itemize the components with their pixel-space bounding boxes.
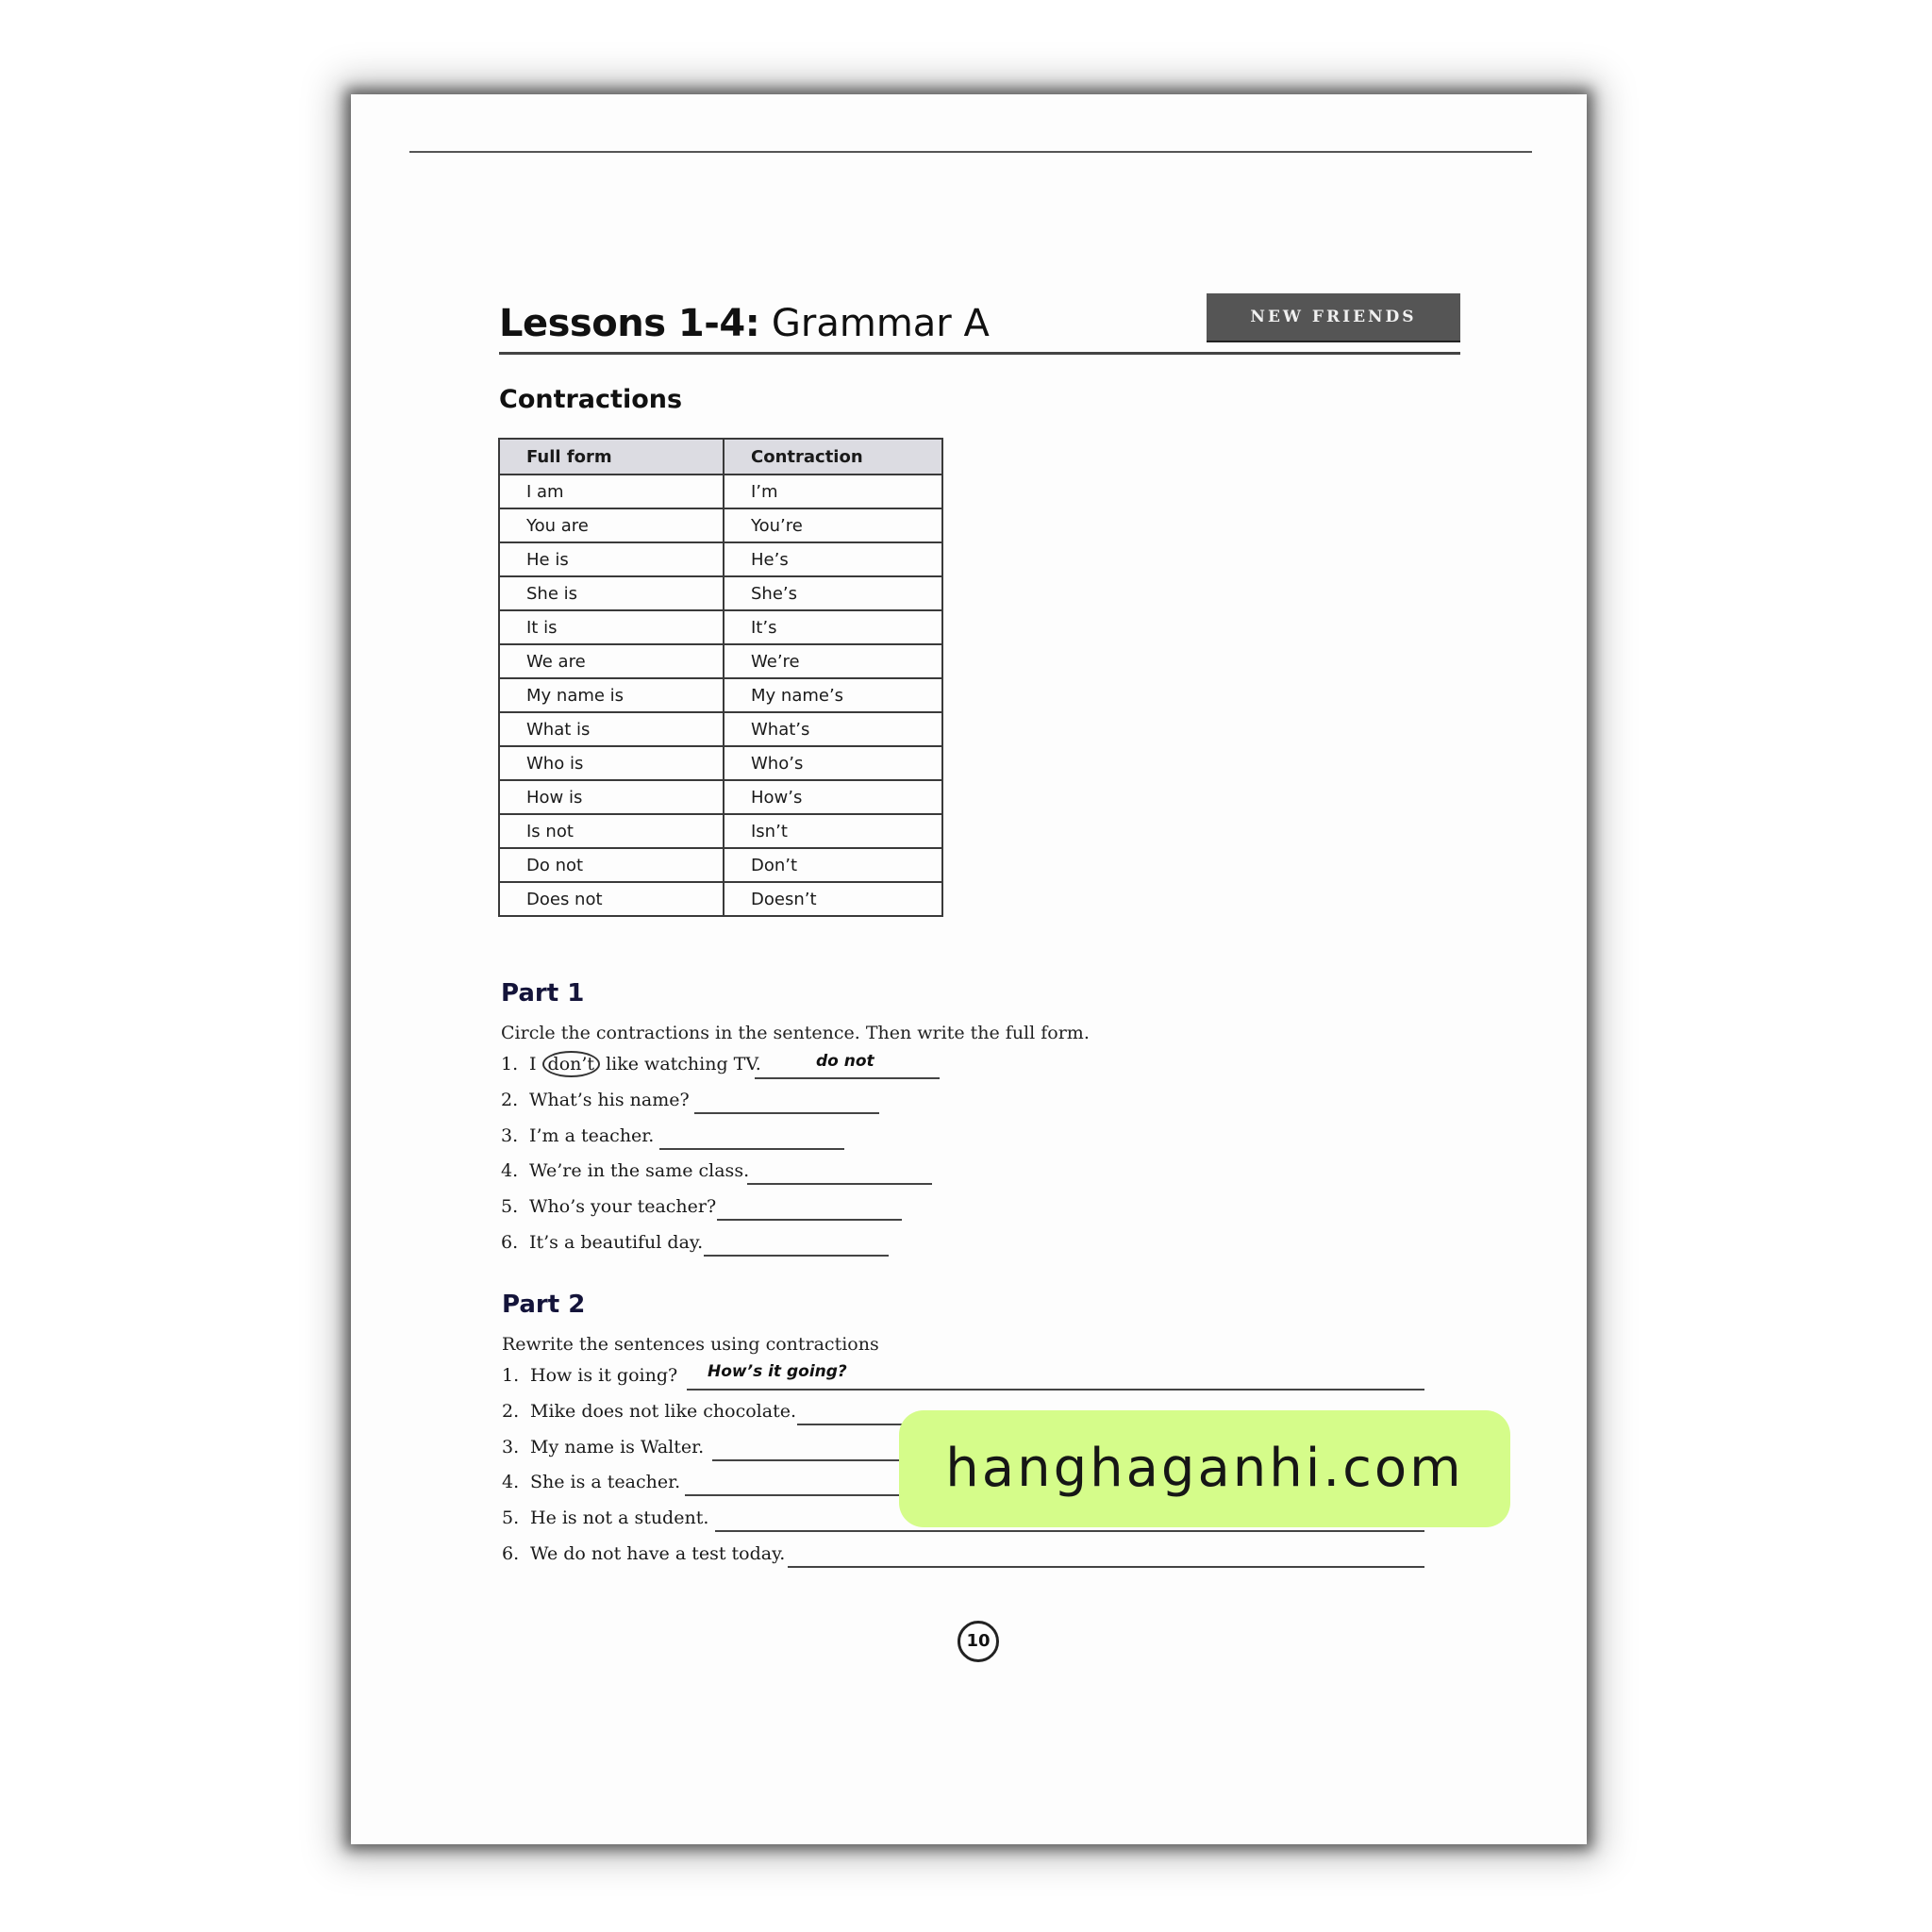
- item-text: It’s a beautiful day.: [529, 1232, 704, 1253]
- item-number: 2.: [502, 1401, 520, 1422]
- contraction-cell: I’m: [724, 475, 942, 508]
- table-header-row: [499, 439, 942, 475]
- part2-instruction: Rewrite the sentences using contractions: [502, 1334, 879, 1355]
- column-header-contraction: Contraction: [724, 439, 942, 475]
- full-form-cell: Does not: [499, 882, 724, 916]
- unit-tag: NEW FRIENDS: [1207, 293, 1460, 342]
- top-rule: [409, 151, 1532, 153]
- contraction-cell: She’s: [724, 576, 942, 610]
- item-number: 6.: [501, 1232, 519, 1253]
- item-number: 4.: [501, 1160, 519, 1181]
- item-number: 1.: [501, 1054, 519, 1074]
- part1-heading: Part 1: [501, 979, 585, 1008]
- watermark-badge: hanghaganhi.com: [899, 1410, 1510, 1527]
- answer-line[interactable]: [788, 1566, 1424, 1568]
- item-text: My name is Walter.: [530, 1437, 705, 1457]
- circled-contraction: don’t: [542, 1051, 601, 1077]
- page-title-rest: Grammar A: [759, 302, 990, 345]
- part1-item-6: [501, 1228, 703, 1257]
- full-form-cell: What is: [499, 712, 724, 746]
- page-title: [499, 300, 990, 347]
- item-text: How is it going?: [530, 1365, 678, 1386]
- item-text: Mike does not like chocolate.: [530, 1401, 796, 1422]
- answer-line[interactable]: [687, 1389, 1424, 1391]
- full-form-cell: We are: [499, 644, 724, 678]
- table-row: [499, 475, 942, 508]
- table-row: [499, 610, 942, 644]
- part2-heading: Part 2: [502, 1291, 586, 1319]
- full-form-cell: She is: [499, 576, 724, 610]
- item-number: 1.: [502, 1365, 520, 1386]
- table-row: [499, 576, 942, 610]
- contraction-cell: You’re: [724, 508, 942, 542]
- item-text: We’re in the same class.: [529, 1160, 750, 1181]
- answer-line[interactable]: [659, 1148, 844, 1150]
- handwritten-answer: How’s it going?: [708, 1362, 847, 1381]
- item-number: 5.: [502, 1507, 520, 1528]
- item-text-pre: I: [529, 1054, 542, 1074]
- item-number: 4.: [502, 1472, 520, 1492]
- item-number: 6.: [502, 1543, 520, 1564]
- handwritten-answer: do not: [816, 1052, 874, 1071]
- answer-line[interactable]: [704, 1255, 889, 1257]
- table-row: [499, 746, 942, 780]
- contractions-heading: Contractions: [499, 385, 683, 414]
- part1-item-5: [501, 1192, 716, 1221]
- table-row: [499, 848, 942, 882]
- item-number: 3.: [502, 1437, 520, 1457]
- part1-item-4: [501, 1157, 749, 1185]
- full-form-cell: He is: [499, 542, 724, 576]
- contraction-cell: Who’s: [724, 746, 942, 780]
- full-form-cell: Who is: [499, 746, 724, 780]
- table-row: [499, 678, 942, 712]
- contraction-cell: We’re: [724, 644, 942, 678]
- contraction-cell: It’s: [724, 610, 942, 644]
- part2-item-6: [502, 1540, 785, 1568]
- contractions-table: [498, 438, 943, 917]
- contraction-cell: Isn’t: [724, 814, 942, 848]
- item-text: Who’s your teacher?: [529, 1196, 717, 1217]
- full-form-cell: I am: [499, 475, 724, 508]
- table-row: [499, 814, 942, 848]
- page-number: 10: [958, 1621, 999, 1662]
- item-number: 5.: [501, 1196, 519, 1217]
- item-text: We do not have a test today.: [530, 1543, 786, 1564]
- table-row: [499, 644, 942, 678]
- full-form-cell: How is: [499, 780, 724, 814]
- answer-line[interactable]: [694, 1112, 879, 1114]
- part1-item-3: [501, 1122, 654, 1150]
- full-form-cell: You are: [499, 508, 724, 542]
- answer-line[interactable]: [715, 1530, 1424, 1532]
- answer-line[interactable]: [717, 1219, 902, 1221]
- part2-item-1: [502, 1361, 677, 1390]
- item-text-post: like watching TV.: [600, 1054, 761, 1074]
- part2-item-5: [502, 1504, 708, 1532]
- contraction-cell: Don’t: [724, 848, 942, 882]
- contraction-cell: He’s: [724, 542, 942, 576]
- column-header-full-form: Full form: [499, 439, 724, 475]
- part2-item-4: [502, 1468, 680, 1496]
- title-rule: [499, 352, 1460, 355]
- part1-item-1: [501, 1050, 761, 1078]
- part1-instruction: Circle the contractions in the sentence. Then write the full form.: [501, 1023, 1090, 1043]
- table-row: [499, 712, 942, 746]
- item-text: I’m a teacher.: [529, 1125, 655, 1146]
- table-row: [499, 508, 942, 542]
- contraction-cell: How’s: [724, 780, 942, 814]
- answer-line[interactable]: [747, 1183, 932, 1185]
- full-form-cell: Is not: [499, 814, 724, 848]
- full-form-cell: Do not: [499, 848, 724, 882]
- full-form-cell: It is: [499, 610, 724, 644]
- part2-item-2: [502, 1397, 796, 1425]
- table-row: [499, 542, 942, 576]
- full-form-cell: My name is: [499, 678, 724, 712]
- item-text: She is a teacher.: [530, 1472, 681, 1492]
- part1-item-2: [501, 1086, 690, 1114]
- item-number: 3.: [501, 1125, 519, 1146]
- contraction-cell: Doesn’t: [724, 882, 942, 916]
- item-number: 2.: [501, 1090, 519, 1110]
- item-text: What’s his name?: [529, 1090, 690, 1110]
- table-row: [499, 882, 942, 916]
- worksheet-page: [351, 94, 1587, 1844]
- table-row: [499, 780, 942, 814]
- part2-item-3: [502, 1433, 704, 1461]
- answer-line[interactable]: [755, 1077, 940, 1079]
- contraction-cell: What’s: [724, 712, 942, 746]
- contraction-cell: My name’s: [724, 678, 942, 712]
- page-title-bold: Lessons 1-4:: [499, 302, 760, 345]
- item-text: He is not a student.: [530, 1507, 709, 1528]
